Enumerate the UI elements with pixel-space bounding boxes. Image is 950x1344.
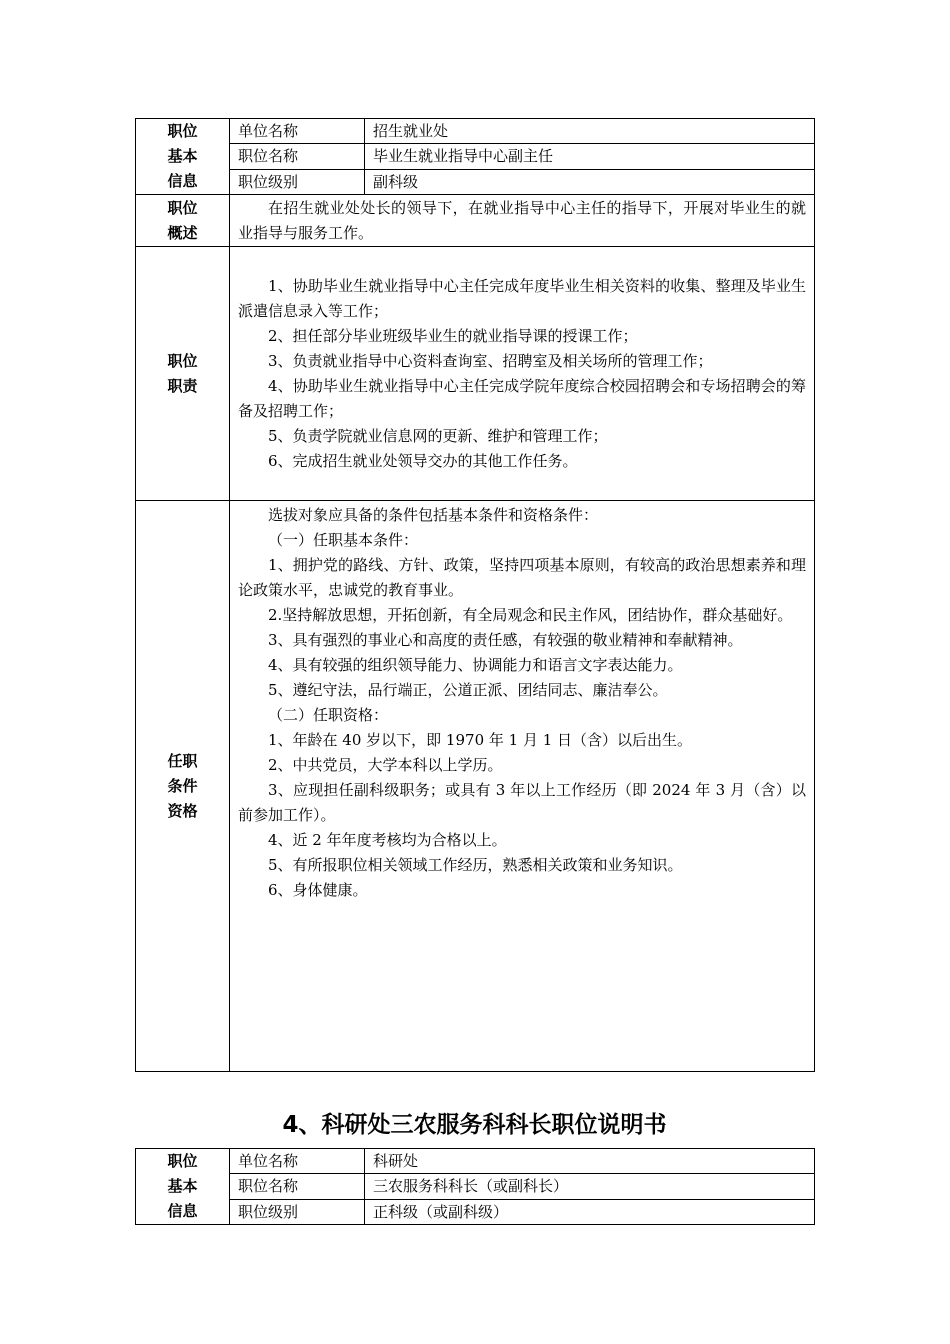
field-value: 副科级 [365, 169, 815, 194]
qualification-item: 3、具有强烈的事业心和高度的责任感，有较强的敬业精神和奉献精神。 [268, 631, 743, 649]
field-label: 职位名称 [230, 1174, 365, 1199]
qualifications-row [136, 501, 815, 1072]
qualification-item: 1、拥护党的路线、方针、政策，坚持四项基本原则，有较高的政治思想素养和理论政策水平，忠诚党的教育事业。 [238, 556, 806, 599]
overview-text [230, 195, 815, 247]
header-line: 条件 [167, 776, 198, 795]
duty-item: 5、负责学院就业信息网的更新、维护和管理工作； [268, 426, 608, 445]
field-value: 毕业生就业指导中心副主任 [365, 144, 815, 169]
duty-item: 2、担任部分毕业班级毕业生的就业指导课的授课工作； [268, 326, 638, 345]
qualification-item: 2、中共党员，大学本科以上学历。 [268, 756, 503, 774]
duty-item: 1、协助毕业生就业指导中心主任完成年度毕业生相关资料的收集、整理及毕业生派遣信息录入等工作； [238, 276, 806, 320]
header-line: 职位 [167, 351, 198, 370]
section-title: 4、科研处三农服务科科长职位说明书 [282, 1112, 667, 1138]
qualification-item: 4、近 2 年年度考核均为合格以上。 [268, 831, 507, 849]
header-line: 职位 [167, 198, 198, 217]
basic-info-row-3 [136, 1199, 815, 1224]
duty-item: 6、完成招生就业处领导交办的其他工作任务。 [268, 451, 578, 470]
field-label: 职位名称 [230, 144, 365, 169]
basic-info-row-2 [136, 1174, 815, 1199]
header-line: 基本 [167, 147, 198, 165]
header-line: 职位 [167, 1152, 198, 1170]
overview-paragraph: 在招生就业处处长的领导下，在就业指导中心主任的指导下，开展对毕业生的就业指导与服务工作。 [238, 198, 806, 242]
header-line: 信息 [167, 172, 198, 190]
qualification-item: 1、年龄在 40 岁以下，即 1970 年 1 月 1 日（含）以后出生。 [268, 731, 693, 749]
header-line: 信息 [167, 1202, 198, 1220]
duties-row [136, 247, 815, 501]
qualification-item: 2.坚持解放思想，开拓创新，有全局观念和民主作风，团结协作，群众基础好。 [268, 606, 793, 624]
duties-content [230, 247, 815, 501]
field-label: 职位级别 [230, 1199, 365, 1224]
field-value: 招生就业处 [365, 119, 815, 144]
duty-item: 3、负责就业指导中心资料查询室、招聘室及相关场所的管理工作； [268, 351, 713, 370]
basic-info-header [136, 119, 230, 195]
header-line: 任职 [167, 751, 198, 770]
basic-info-row-2 [136, 144, 815, 169]
field-label: 单位名称 [230, 1149, 365, 1174]
overview-row [136, 195, 815, 247]
qualifications-content [230, 501, 815, 1072]
qualification-item: （二）任职资格： [268, 706, 389, 724]
qualification-item: 3、应现担任副科级职务；或具有 3 年以上工作经历（即 2024 年 3 月（含）以前参加工作）。 [238, 781, 806, 824]
duty-item: 4、协助毕业生就业指导中心主任完成学院年度综合校园招聘会和专场招聘会的筹备及招聘工作； [238, 376, 806, 420]
qualification-item: 5、有所报职位相关领域工作经历，熟悉相关政策和业务知识。 [268, 856, 683, 874]
qualification-item: 4、具有较强的组织领导能力、协调能力和语言文字表达能力。 [268, 656, 683, 674]
duties-header [136, 247, 230, 501]
qualification-item: 选拔对象应具备的条件包括基本条件和资格条件： [268, 506, 599, 524]
field-value: 正科级（或副科级） [365, 1199, 815, 1224]
position-table-2 [135, 1148, 815, 1225]
qualification-item: 5、遵纪守法，品行端正，公道正派、团结同志、廉洁奉公。 [268, 681, 668, 699]
basic-info-row-1 [136, 119, 815, 144]
header-line: 概述 [167, 223, 198, 242]
basic-info-row-1 [136, 1149, 815, 1174]
field-label: 职位级别 [230, 169, 365, 194]
field-value: 科研处 [365, 1149, 815, 1174]
qualification-item: （一）任职基本条件： [268, 531, 419, 549]
header-line: 资格 [167, 801, 198, 820]
header-line: 职责 [167, 376, 198, 395]
overview-header [136, 195, 230, 247]
basic-info-row-3 [136, 169, 815, 194]
field-label: 单位名称 [230, 119, 365, 144]
basic-info-header [136, 1149, 230, 1225]
qualification-item: 6、身体健康。 [268, 881, 368, 899]
header-line: 职位 [167, 122, 198, 140]
qualifications-header [136, 501, 230, 1072]
position-table-1 [135, 118, 815, 1072]
field-value: 三农服务科科长（或副科长） [365, 1174, 815, 1199]
header-line: 基本 [167, 1177, 198, 1195]
